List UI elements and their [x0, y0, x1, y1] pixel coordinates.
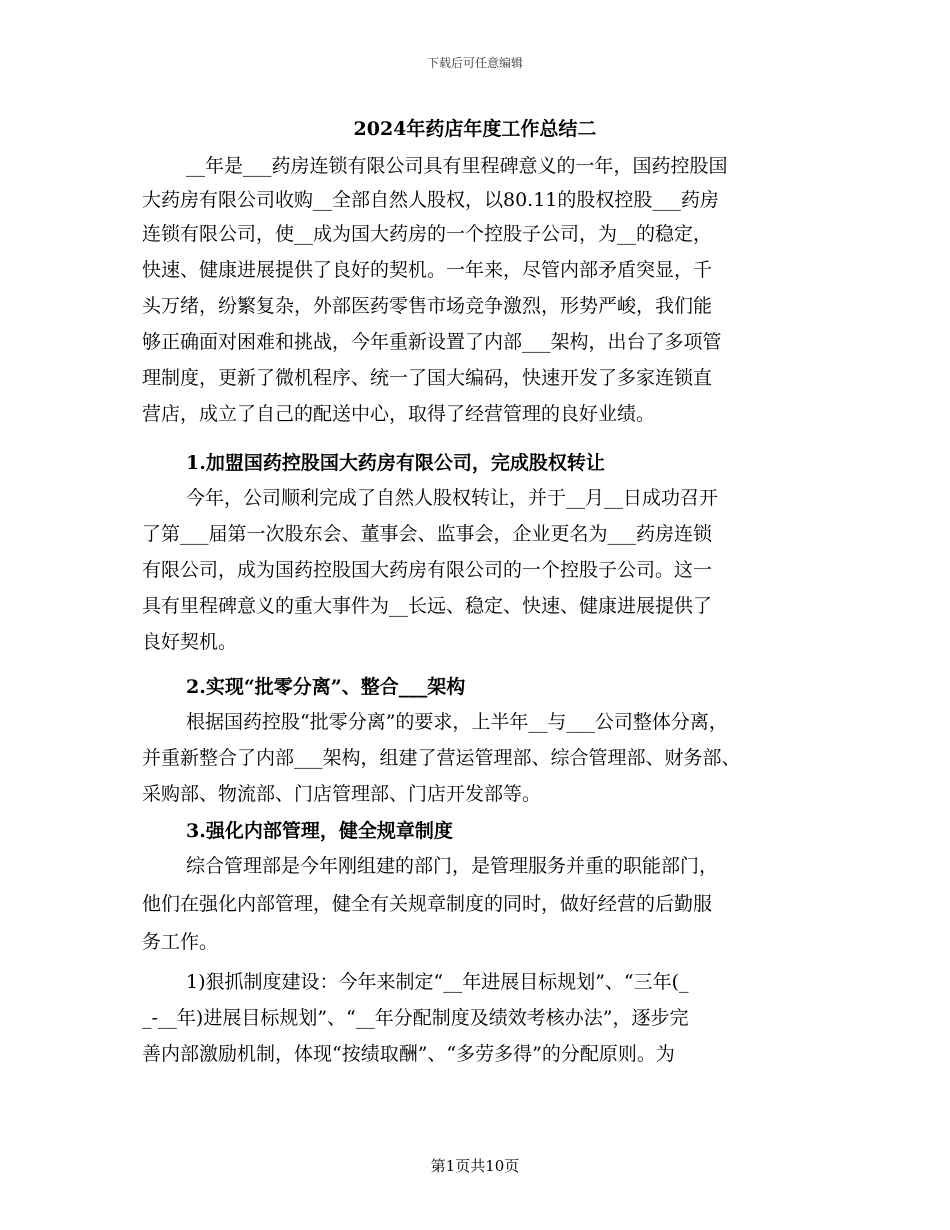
body-line: 根据国药控股“批零分离”的要求，上半年__与___公司整体分离， [186, 711, 728, 733]
body-line: _-__年)进展目标规划”、“__年分配制度及绩效考核办法”，逐步完 [142, 1007, 689, 1029]
section-heading: 1.加盟国药控股国大药房有限公司，完成股权转让 [186, 452, 605, 474]
body-line: 良好契机。 [142, 631, 238, 653]
body-line: 他们在强化内部管理，健全有关规章制度的同时，做好经营的后勤服 [142, 893, 713, 915]
body-line: 营店，成立了自己的配送中心，取得了经营管理的良好业绩。 [142, 403, 656, 425]
body-line: 头万绪，纷繁复杂，外部医药零售市场竞争激烈，形势严峻，我们能 [142, 295, 713, 317]
body-line: 具有里程碑意义的重大事件为__长远、稳定、快速、健康进展提供了 [142, 595, 713, 617]
body-line: __年是___药房连锁有限公司具有里程碑意义的一年，国药控股国 [186, 155, 728, 177]
body-line: 有限公司，成为国药控股国大药房有限公司的一个控股子公司。这一 [142, 559, 713, 581]
body-line: 务工作。 [142, 931, 219, 953]
body-line: 综合管理部是今年刚组建的部门，是管理服务并重的职能部门， [186, 855, 719, 877]
body-line: 了第___届第一次股东会、董事会、监事会，企业更名为___药房连锁 [142, 523, 713, 545]
page-header: 下载后可任意编辑 [426, 56, 523, 70]
body-line: 理制度，更新了微机程序、统一了国大编码，快速开发了多家连锁直 [142, 367, 713, 389]
body-line: 大药房有限公司收购__全部自然人股权，以80.11的股权控股___药房 [142, 189, 719, 211]
section-heading: 3.强化内部管理，健全规章制度 [186, 820, 453, 842]
body-line: 今年，公司顺利完成了自然人股权转让，并于__月__日成功召开 [186, 487, 719, 509]
body-line: 连锁有限公司，使__成为国大药房的一个控股子公司，为__的稳定， [142, 223, 713, 245]
body-line: 并重新整合了内部___架构，组建了营运管理部、综合管理部、财务部、 [142, 747, 741, 769]
body-line: 快速、健康进展提供了良好的契机。一年来，尽管内部矛盾突显，千 [142, 259, 713, 281]
document-title: 2024年药店年度工作总结二 [353, 118, 597, 140]
page-footer: 第1页共10页 [430, 1157, 520, 1175]
body-line: 够正确面对困难和挑战，今年重新设置了内部___架构，出台了多项管 [142, 331, 722, 353]
body-line: 1)狠抓制度建设：今年来制定“__年进展目标规划”、“三年(_ [186, 971, 689, 993]
body-line: 采购部、物流部、门店管理部、门店开发部等。 [142, 783, 542, 805]
body-line: 善内部激励机制，体现“按绩取酬”、“多劳多得”的分配原则。为 [142, 1043, 675, 1065]
section-heading: 2.实现“批零分离”、整合___架构 [186, 676, 466, 698]
